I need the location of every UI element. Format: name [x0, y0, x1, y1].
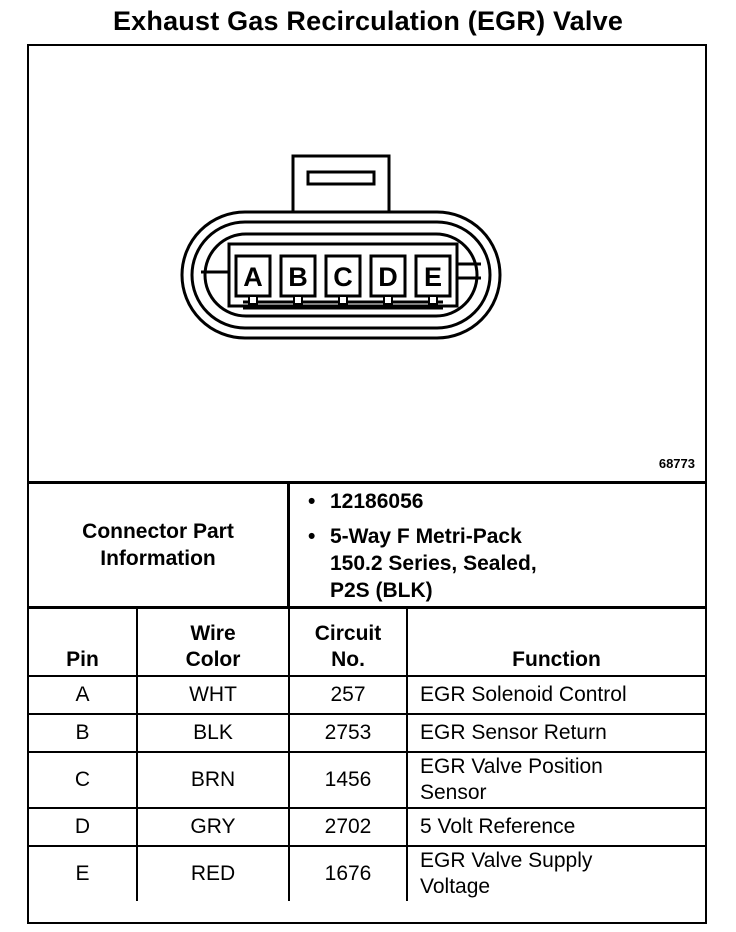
connector-diagram — [29, 46, 705, 484]
pin-label-d: D — [378, 262, 398, 292]
wire-color-cell: BLK — [137, 714, 289, 752]
pin-terminal-e — [429, 296, 437, 304]
pin-cavities — [236, 256, 450, 304]
pin-label-e: E — [423, 262, 443, 292]
pin-terminal-b — [294, 296, 302, 304]
connector-info-label-line1: Connector Part — [82, 520, 234, 543]
wire-color-cell: BRN — [137, 752, 289, 808]
locking-tab-slot — [308, 172, 374, 184]
pin-table-header — [29, 609, 705, 676]
header-pin — [29, 609, 137, 676]
wire-color-cell: WHT — [137, 676, 289, 714]
header-pin-text: Pin — [66, 648, 99, 671]
table-row — [29, 714, 705, 752]
circuit-cell: 257 — [289, 676, 407, 714]
pin-terminal-c — [339, 296, 347, 304]
connector-info-list — [290, 484, 700, 604]
header-function — [407, 609, 705, 676]
pin-terminal-d — [384, 296, 392, 304]
connector-frame — [27, 44, 707, 924]
header-wire-color-line1: Wire — [190, 622, 236, 645]
connector-info-section — [29, 484, 705, 609]
header-circuit-no — [289, 609, 407, 676]
header-function-text: Function — [512, 648, 601, 671]
pin-cell: B — [29, 714, 137, 752]
pin-cell: D — [29, 808, 137, 846]
part-number-text: 12186056 — [330, 490, 424, 513]
wire-color-cell: GRY — [137, 808, 289, 846]
function-cell — [407, 846, 705, 901]
function-cell — [407, 676, 705, 714]
pin-label-a: A — [243, 262, 263, 292]
pin-table — [29, 609, 705, 901]
header-circuit-line2: No. — [331, 648, 365, 671]
header-circuit-line1: Circuit — [314, 622, 382, 645]
circuit-cell: 1676 — [289, 846, 407, 901]
function-line1: EGR Valve Supply — [420, 849, 593, 872]
circuit-cell: 2753 — [289, 714, 407, 752]
connector-info-label — [29, 484, 290, 606]
figure-number: 68773 — [658, 456, 695, 471]
function-cell — [407, 752, 705, 808]
wire-color-cell: RED — [137, 846, 289, 901]
function-cell — [407, 714, 705, 752]
pin-cell: E — [29, 846, 137, 901]
function-line1: 5 Volt Reference — [420, 815, 576, 838]
page-title: Exhaust Gas Recirculation (EGR) Valve — [112, 6, 624, 36]
connector-description-line3: P2S (BLK) — [330, 579, 433, 602]
pin-label-c: C — [333, 262, 353, 292]
table-row — [29, 676, 705, 714]
connector-info-label-line2: Information — [100, 547, 216, 570]
pin-label-b: B — [288, 262, 308, 292]
header-wire-color — [137, 609, 289, 676]
function-line2: Sensor — [420, 781, 487, 804]
function-line2: Voltage — [420, 875, 491, 898]
circuit-cell: 2702 — [289, 808, 407, 846]
connector-description-line1: 5-Way F Metri-Pack — [330, 525, 522, 548]
table-row — [29, 808, 705, 846]
function-line1: EGR Sensor Return — [420, 721, 607, 744]
pin-cell: C — [29, 752, 137, 808]
function-line1: EGR Solenoid Control — [420, 683, 627, 706]
connector-info-details — [290, 484, 700, 606]
connector-part-number — [330, 488, 700, 515]
circuit-cell: 1456 — [289, 752, 407, 808]
connector-description-line2: 150.2 Series, Sealed, — [330, 552, 537, 575]
function-line1: EGR Valve Position — [420, 755, 603, 778]
table-row — [29, 846, 705, 901]
header-wire-color-line2: Color — [185, 648, 241, 671]
pin-cell: A — [29, 676, 137, 714]
table-row — [29, 752, 705, 808]
connector-face-drawing — [29, 46, 705, 481]
connector-description — [330, 523, 700, 604]
function-cell — [407, 808, 705, 846]
pin-terminal-a — [249, 296, 257, 304]
